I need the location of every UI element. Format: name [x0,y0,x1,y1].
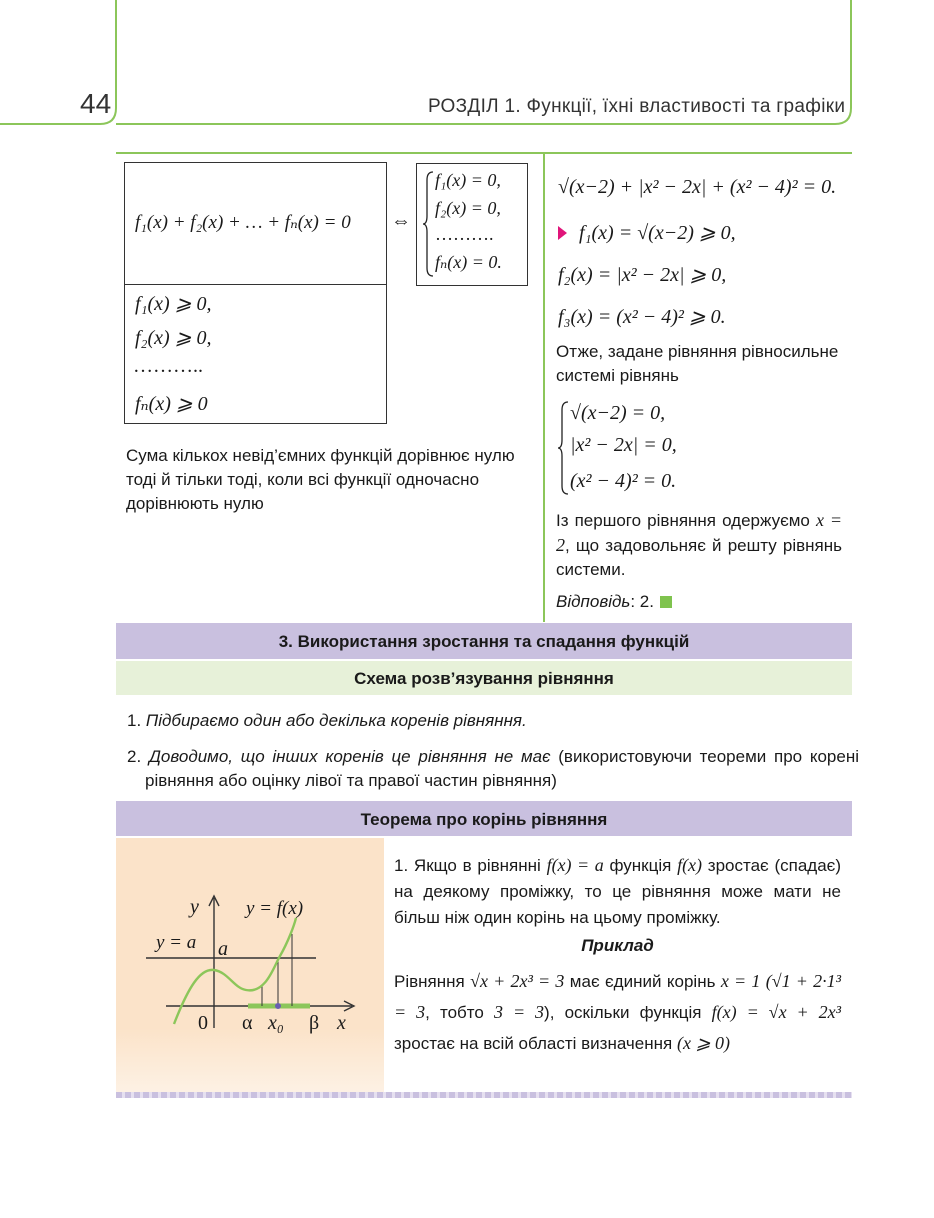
solution-text: Із першого рівняння одержуємо x = 2, що задовольняє й решту рівнянь системи. [556,510,842,579]
graph-x-label: x [337,1012,346,1034]
f2-line: f₂(x) = |x² − 2x| ⩾ 0, [558,264,727,286]
condition-line: fₙ(x) ⩾ 0 [135,393,208,415]
main-equation: √(x−2) + |x² − 2x| + (x² − 4)² = 0. [558,176,837,198]
graph-a-line-label: y = a [156,932,197,953]
equivalence-symbol: ⇔ [391,210,411,232]
conditions-box [124,284,387,424]
sum-equation: f₁(x) + f₂(x) + … + fₙ(x) = 0 [135,212,351,233]
function-graph [116,838,384,1092]
system-box [416,163,528,286]
right-system-line: |x² − 2x| = 0, [570,434,677,456]
header-frame [0,0,934,160]
graph-y-label: y [190,896,199,918]
graph-x0: x₀ [268,1012,284,1034]
f3-line: f₃(x) = (x² − 4)² ⩾ 0. [558,306,726,328]
graph-alpha: α [242,1012,253,1034]
bullet-icon [558,226,567,240]
theorem-text: 1. Якщо в рівнянні f(x) = a функція f(x) зростає (спадає) на деякому проміжку, то це рівняння може мати не більш ніж один корінь на цьому проміжку. [394,855,841,927]
system-line: fₙ(x) = 0. [435,252,502,272]
conclusion-text: Отже, задане рівняння рівносильне системі рівнянь [556,342,839,385]
rule-text: Сума кількох невід’ємних функцій дорівнює нулю тоді й тільки тоді, коли всі функції одночасно дорівнюють нулю [126,446,515,513]
system-line: f₁(x) = 0, [435,170,501,190]
theorem-title: Теорема про корінь рівняння [116,801,852,836]
system-line: ………. [435,224,494,244]
condition-line: f₂(x) ⩾ 0, [135,327,212,349]
right-system-line: √(x−2) = 0, [570,402,666,424]
f1-line: f₁(x) = √(x−2) ⩾ 0, [558,220,736,245]
bottom-border [116,1092,852,1098]
example-text: Рівняння √x + 2x³ = 3 має єдиний корінь x = 1 (√1 + 2·1³ = 3, тобто 3 = 3), оскільки функція f(x) = √x + 2x³ зростає на всій області визначення (x ⩾ 0) [394,971,841,1053]
scheme-step-1: 1. Підбираємо один або декілька коренів рівняння. [127,711,527,730]
right-system-line: (x² − 4)² = 0. [570,470,677,492]
sum-equation-box [124,162,387,286]
graph-origin: 0 [198,1012,208,1034]
condition-line: f₁(x) ⩾ 0, [135,293,212,315]
condition-line: ……….. [133,355,203,377]
page-number: 44 [80,88,112,119]
example-title: Приклад [581,936,654,955]
section-title: 3. Використання зростання та спадання функцій [116,623,852,659]
right-system-brace [558,400,570,496]
end-square-icon [660,596,672,608]
chapter-title: РОЗДІЛ 1. Функції, їхні властивості та графіки [428,96,846,117]
system-brace [423,170,435,278]
scheme-step-2: 2. Доводимо, що інших коренів це рівняння не має (використовуючи теореми про корені рівняння або оцінку лівої та правої частин рівняння) [127,747,860,790]
graph-a-label: a [218,938,228,960]
graph-beta: β [309,1012,320,1034]
column-divider [543,154,545,622]
graph-fx-label: y = f(x) [246,898,304,919]
scheme-title: Схема розв’язування рівняння [116,661,852,695]
system-line: f₂(x) = 0, [435,198,501,218]
answer: Відповідь: 2. [556,590,672,614]
